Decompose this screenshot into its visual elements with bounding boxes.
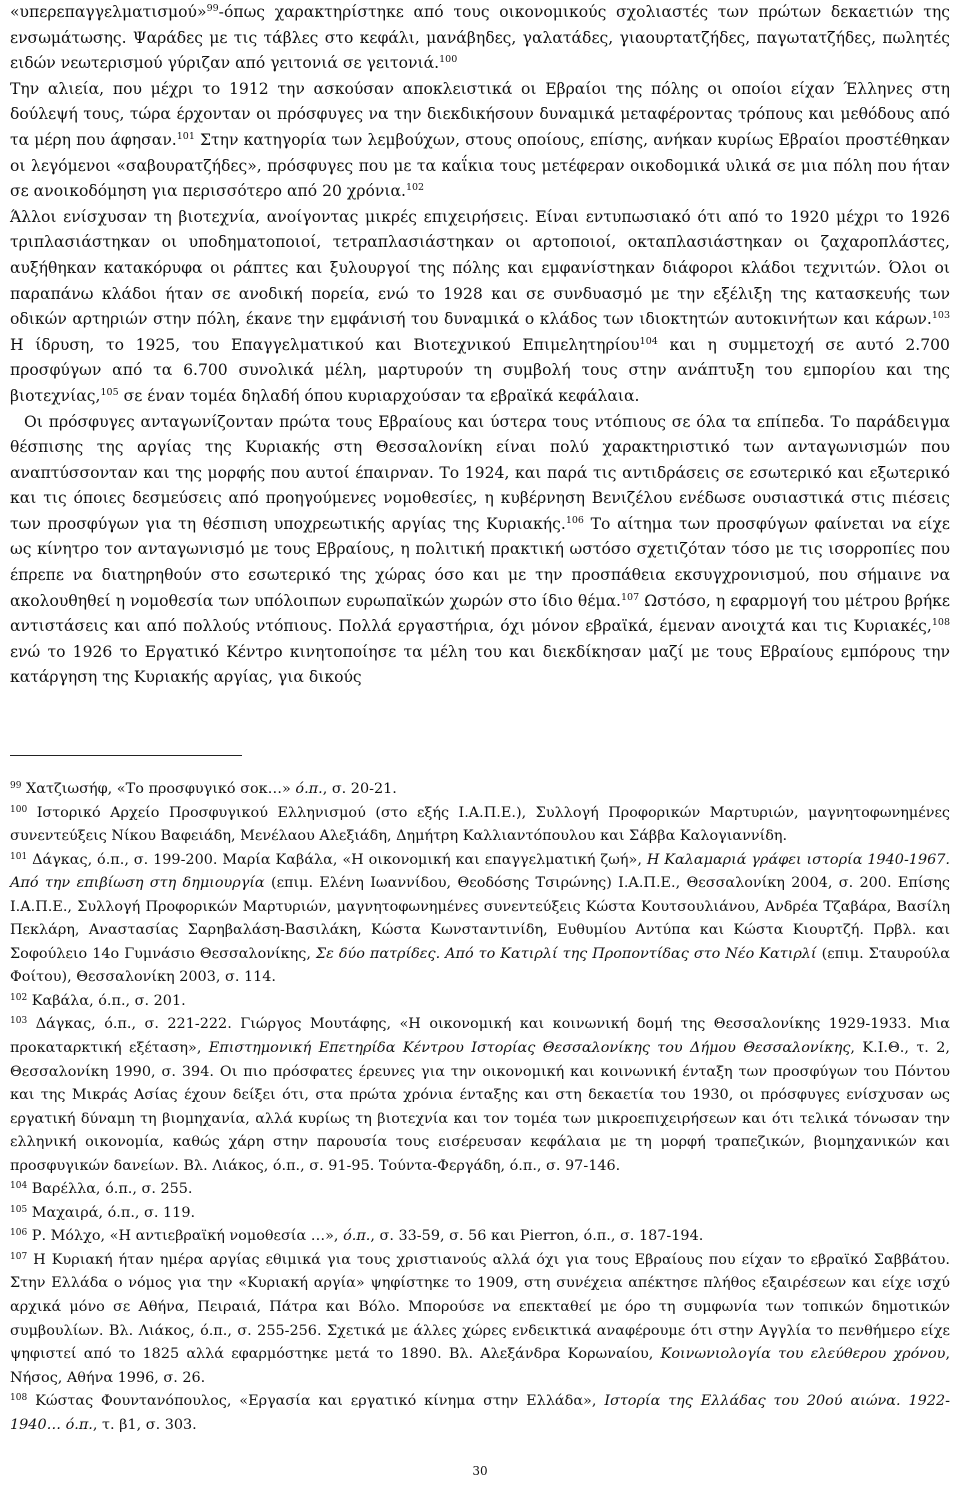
footnote-ref: 106 <box>10 1228 28 1239</box>
italic-text: ό.π. <box>343 1228 371 1245</box>
footnote-ref: 105 <box>10 1204 28 1215</box>
footnote-ref: 100 <box>439 54 458 66</box>
page-number: 30 <box>472 1464 488 1478</box>
italic-text: Η Καλαμαριά γράφει ιστορία 1940-1967. Από την επιβίωση στη δημιουργία <box>10 851 951 892</box>
footnote-ref: 108 <box>10 1393 28 1404</box>
footnote-ref: 100 <box>10 804 28 815</box>
footnote: $^{106}$ Ρ. Μόλχο, «Η αντιεβραϊκή νομοθεσία …», ό.π., σ. 33-59, σ. 56 και Pierron, ό.π., σ. 187-194. <box>10 1228 704 1245</box>
footnote-ref: 99 <box>10 781 22 791</box>
paragraph-2: Την αλιεία, που μέχρι το 1912 την ασκούσαν αποκλειστικά οι Εβραίοι της πόλης οι οποίοι είχαν Έλληνες στη δούλεψή τους, τώρα έρχονταν οι πρόσφυγες να την διεκδικήσουν δυναμικά μεταφέροντας τρόπους και μεθόδους από τα μέρη που άφησαν.$^{101}$ Στην κατηγορία των λεμβούχων, στους οποίους, επίσης, ανήκαν κυρίως Εβραίοι προστέθηκαν οι λεγόμενοι «σαβουρατζήδες», πρόσφυγες που με τα καΐκια τους μετέφεραν οικοδομικά υλικά σε μια πόλη που ήταν σε ανοικοδόμηση για περισσότερο από 20 χρόνια.$^{102}$ <box>10 79 950 201</box>
italic-text: Σε δύο πατρίδες. Από το Κατιρλί της Προποντίδας στο Νέο Κατιρλί <box>315 945 817 962</box>
footnote-ref: 108 <box>931 617 950 629</box>
footnote: $^{103}$ Δάγκας, ό.π., σ. 221-222. Γιώργος Μουτάφης, «Η οικονομική και κοινωνική δομή της Θεσσαλονίκης 1929-1933. Μια προκαταρκτική εξέταση», Επιστημονική Επετηρίδα Κέντρου Ιστορίας Θεσσαλονίκης του Δήμου Θεσσαλονίκης, Κ.Ι.Θ., τ. 2, Θεσσαλονίκη 1990, σ. 394. Οι πιο πρόσφατες έρευνες για την οικονομική και κοινωνική ένταξη των προσφύγων του Πόντου και της Μικράς Ασίας έχουν δείξει ότι, στα πρώτα χρόνια ένταξης και στη δεκαετία του 1930, οι πρόσφυγες ενίσχυσαν ως εργατική δύναμη τη βιομηχανία, αλλά κυρίως τη βιοτεχνία και τον τομέα των μικροεπιχειρήσεων και ότι τελικά τόνωσαν την ελληνική οικονομία, καθώς χάρη στην παρουσία τους εισέρευσαν κεφάλαια με τη μορφή τραπεζικών, βιομηχανικών και προσφυγικών δανείων. Βλ. Λιάκος, ό.π., σ. 91-95. Τούντα-Φεργάδη, ό.π., σ. 97-146. <box>10 1016 950 1174</box>
footnote-ref: 102 <box>10 992 28 1003</box>
italic-text: Κοινωνιολογία του ελεύθερου χρόνου <box>660 1346 946 1363</box>
footnote-separator <box>10 755 242 756</box>
footnote: $^{101}$ Δάγκας, ό.π., σ. 199-200. Μαρία Καβάλα, «Η οικονομική και επαγγελματική ζωή», Η Καλαμαριά γράφει ιστορία 1940-1967. Από την επιβίωση στη δημιουργία (επιμ. Ελένη Ιωαννίδου, Θεοδόσης Τσιρώνης) Ι.Α.Π.Ε., Θεσσαλονίκη 2004, σ. 200. Επίσης Ι.Α.Π.Ε., Συλλογή Προφορικών Μαρτυριών, μαγνητοφωνημένες συνεντεύξεις Κώστα Κουτσουλιάνου, Ανδρέα Τζαβάρα, Βασίλη Πεκλάρη, Αναστασίας Σαρηβαλάση-Βασιλάκη, Κώστα Κωνσταντινίδη, Ευθυμίου Αντύπα και Κώστα Κιουρτζή. Πρβλ. και Σοφούλειο 14ο Γυμνάσιο Θεσσαλονίκης, Σε δύο πατρίδες. Από το Κατιρλί της Προποντίδας στο Νέο Κατιρλί (επιμ. Σταυρούλα Φοίτου), Θεσσαλονίκη 2003, σ. 114. <box>10 851 951 986</box>
footnote-ref: 104 <box>639 335 658 347</box>
footnote-ref: 107 <box>621 591 640 603</box>
footnote: $^{99}$ Χατζιωσήφ, «Το προσφυγικό σοκ…» ό.π., σ. 20-21. <box>10 781 397 797</box>
paragraph-3: Άλλοι ενίσχυσαν τη βιοτεχνία, ανοίγοντας μικρές επιχειρήσεις. Είναι εντυπωσιακό ότι από το 1920 μέχρι το 1926 τριπλασιάστηκαν οι υποδηματοποιοί, τετραπλασιάστηκαν οι αρτοποιοί, οκταπλασιάστηκαν οι ζαχαροπλάστες, αυξήθηκαν κατακόρυφα οι ράπτες και ξυλουργοί της πόλης και εμφανίστηκαν διάφοροι κλάδοι τεχνιτών. Όλοι οι παραπάνω κλάδοι ήταν σε ανοδική πορεία, ενώ το 1928 και σε συνδυασμό με την εξέλιξη της κατασκευής των οδικών αρτηριών στην πόλη, έκανε την εμφάνισή του δυναμικά ο κλάδος των ιδιοκτητών αυτοκινήτων και κάρων.$^{103}$ Η ίδρυση, το 1925, του Επαγγελματικού και Βιοτεχνικού Επιμελητηρίου$^{104}$ και η συμμετοχή σε αυτό 2.700 προσφύγων από τα 6.700 συνολικά μέλη, μαρτυρούν τη συμβολή τους στην ανάπτυξη του εμπορίου και της βιοτεχνίας,$^{105}$ σε έναν τομέα δηλαδή όπου κυριαρχούσαν τα εβραϊκά κεφάλαια. <box>10 207 950 405</box>
footnote-ref: 103 <box>931 310 950 322</box>
paragraph-4: Οι πρόσφυγες ανταγωνίζονταν πρώτα τους Εβραίους και ύστερα τους ντόπιους σε όλα τα επίπεδα. Το παράδειγμα θέσπισης της αργίας της Κυριακής στη Θεσσαλονίκη είναι πολύ χαρακτηριστικό των ανταγωνισμών που αναπτύσσονταν και της μορφής που αυτοί έπαιρναν. Το 1924, και παρά τις αντιδράσεις σε εσωτερικό και εξωτερικό και τις όποιες δεσμεύσεις από προηγούμενες νομοθεσίες, η κυβέρνηση Βενιζέλου ενέδωσε ουσιαστικά στις πιέσεις των προσφύγων για τη θέσπιση υποχρεωτικής αργίας της Κυριακής.$^{106}$ Το αίτημα των προσφύγων φαίνεται να είχε ως κίνητρο τον ανταγωνισμό με τους Εβραίους, η πολιτική πρακτική ωστόσο σχετιζόταν τόσο με τις ισορροπίες που έπρεπε να διατηρηθούν στο εσωτερικό της χώρας όσο και με την προσπάθεια εκσυγχρονισμού, που σήμαινε να ακολουθηθεί η νομοθεσία των υπόλοιπων ευρωπαϊκών χωρών στο ίδιο θέμα.$^{107}$ Ωστόσο, η εφαρμογή του μέτρου βρήκε αντιστάσεις και από πολλούς ντόπιους. Πολλά εργαστήρια, όχι μόνον εβραϊκά, έμεναν ανοιχτά και τις Κυριακές,$^{108}$ ενώ το 1926 το Εργατικό Κέντρο κινητοποίησε τα μέλη του και διεκδίκησαν μαζί με τους Εβραίους εμπόρους την κατάργηση της Κυριακής αργίας, για δικούς <box>10 412 950 687</box>
paragraph-1: «υπερεπαγγελματισμού»$^{99}$-όπως χαρακτηρίστηκε από τους οικονομικούς σχολιαστές των πρώτων δεκαετιών της ενσωμάτωσης. Ψαράδες με τις τάβλες στο κεφάλι, μανάβηδες, γαλατάδες, γιαουρτατζήδες, παγωτατζήδες, πωλητές ειδών νεωτερισμού γύριζαν από γειτονιά σε γειτονιά.$^{100}$ <box>10 3 950 73</box>
footnote-ref: 101 <box>10 851 28 862</box>
footnotes <box>10 778 950 1437</box>
footnote-ref: 103 <box>10 1016 28 1027</box>
italic-text: Ιστορία της Ελλάδας του 20ού αιώνα. 1922-1940… ό.π. <box>10 1393 950 1433</box>
footnote-ref: 99 <box>206 3 219 14</box>
footnote-ref: 104 <box>10 1181 28 1192</box>
footnote-ref: 101 <box>176 130 195 142</box>
footnote-ref: 105 <box>100 386 119 398</box>
footnote: $^{102}$ Καβάλα, ό.π., σ. 201. <box>10 992 186 1009</box>
footnote: $^{100}$ Ιστορικό Αρχείο Προσφυγικού Ελληνισμού (στο εξής Ι.Α.Π.Ε.), Συλλογή Προφορικών Μαρτυριών, μαγνητοφωνημένες συνεντεύξεις Νίκου Βαφειάδη, Μενέλαου Αλεξιάδη, Δημήτρη Καλλιαντόπουλου και Σάββα Καλογιαννίδη. <box>10 804 950 845</box>
italic-text: Επιστημονική Επετηρίδα Κέντρου Ιστορίας Θεσσαλονίκης του Δήμου Θεσσαλονίκης <box>208 1040 851 1057</box>
footnote: $^{104}$ Βαρέλλα, ό.π., σ. 255. <box>10 1181 193 1198</box>
footnote: $^{107}$ Η Κυριακή ήταν ημέρα αργίας εθιμικά για τους χριστιανούς αλλά όχι για τους Εβραίους που είχαν το εβραϊκό Σαββάτου. Στην Ελλάδα ο νόμος για την «Κυριακή αργία» ψηφίστηκε το 1909, στη συνέχεια απέκτησε πλήθος εξαιρέσεων και είχε ισχύ αρχικά μόνο σε Αθήνα, Πειραιά, Πάτρα και Βόλο. Μπορούσε να επεκταθεί με όρο τη συμφωνία των τοπικών δημοτικών συμβουλίων. Βλ. Λιάκος, ό.π., σ. 255-256. Σχετικά με άλλες χώρες ενδεικτικά αναφέρουμε ότι στην Αγγλία το πενθήμερο είχε ψηφιστεί από το 1825 αλλά εφαρμόστηκε μετά το 1890. Βλ. Αλεξάνδρα Κορωναίου, Κοινωνιολογία του ελεύθερου χρόνου, Νήσος, Αθήνα 1996, σ. 26. <box>10 1251 951 1386</box>
footnote: $^{105}$ Μαχαιρά, ό.π., σ. 119. <box>10 1204 196 1221</box>
body-text <box>10 0 950 691</box>
footnote-ref: 106 <box>565 514 584 526</box>
footnote: $^{108}$ Κώστας Φουντανόπουλος, «Εργασία και εργατικό κίνημα στην Ελλάδα», Ιστορία της Ελλάδας του 20ού αιώνα. 1922-1940… ό.π., τ. β1, σ. 303. <box>10 1393 950 1433</box>
footnote-ref: 102 <box>405 182 425 194</box>
footnote-ref: 107 <box>10 1251 28 1262</box>
italic-text: ό.π. <box>295 781 323 797</box>
